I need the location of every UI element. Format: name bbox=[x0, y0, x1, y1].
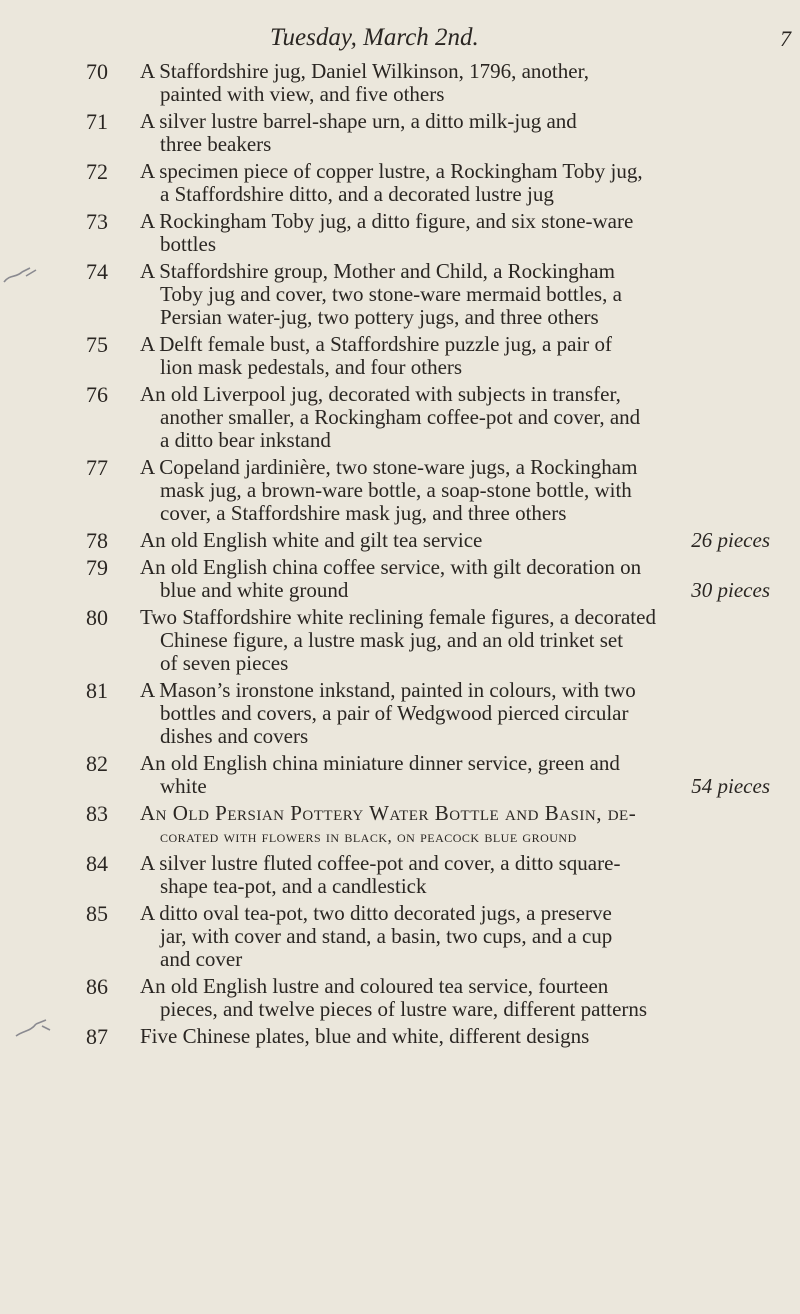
lot-number: 78 bbox=[86, 528, 108, 553]
lot-line: Toby jug and cover, two stone-ware mermaid bottles, a bbox=[160, 282, 622, 306]
lot-entry bbox=[0, 160, 800, 206]
lot-list bbox=[0, 60, 800, 1048]
lot-line: A Copeland jardinière, two stone-ware jugs, a Rockingham bbox=[140, 455, 638, 479]
lot-line: and cover bbox=[160, 947, 243, 971]
lot-line: An old Liverpool jug, decorated with subjects in transfer, bbox=[140, 382, 621, 406]
lot-line: cover, a Staffordshire mask jug, and three others bbox=[160, 501, 567, 525]
lot-line: A specimen piece of copper lustre, a Rockingham Toby jug, bbox=[140, 159, 643, 183]
lot-line: lion mask pedestals, and four others bbox=[160, 355, 463, 379]
lot-line-text: blue and white ground bbox=[160, 578, 349, 602]
page-header bbox=[0, 24, 800, 54]
lot-line: pieces, and twelve pieces of lustre ware, different patterns bbox=[160, 997, 648, 1021]
lot-line: An old English china miniature dinner service, green and bbox=[140, 751, 620, 775]
lot-number: 70 bbox=[86, 59, 108, 84]
lot-number: 76 bbox=[86, 382, 108, 407]
lot-line bbox=[140, 775, 770, 798]
lot-line: A Staffordshire jug, Daniel Wilkinson, 1796, another, bbox=[140, 59, 589, 83]
lot-line: Five Chinese plates, blue and white, different designs bbox=[140, 1024, 590, 1048]
lot-quantity: 26 pieces bbox=[691, 528, 770, 552]
lot-line: jar, with cover and stand, a basin, two cups, and a cup bbox=[160, 924, 613, 948]
lot-description bbox=[140, 852, 770, 898]
lot-entry bbox=[0, 902, 800, 971]
lot-number: 87 bbox=[86, 1024, 108, 1049]
lot-description bbox=[140, 333, 770, 379]
lot-entry bbox=[0, 975, 800, 1021]
lot-line: An old English china coffee service, with gilt decoration on bbox=[140, 555, 642, 579]
lot-number: 72 bbox=[86, 159, 108, 184]
lot-line: A ditto oval tea-pot, two ditto decorated jugs, a preserve bbox=[140, 901, 612, 925]
lot-line: A Staffordshire group, Mother and Child, a Rockingham bbox=[140, 259, 615, 283]
lot-description bbox=[140, 60, 770, 106]
lot-description bbox=[140, 383, 770, 452]
lot-line: dishes and covers bbox=[160, 724, 309, 748]
lot-entry bbox=[0, 1025, 800, 1048]
lot-line: a ditto bear inkstand bbox=[160, 428, 331, 452]
lot-line: three beakers bbox=[160, 132, 272, 156]
lot-number: 82 bbox=[86, 751, 108, 776]
lot-number: 75 bbox=[86, 332, 108, 357]
lot-number: 77 bbox=[86, 455, 108, 480]
lot-line: mask jug, a brown-ware bottle, a soap-stone bottle, with bbox=[160, 478, 632, 502]
lot-entry bbox=[0, 529, 800, 552]
lot-description bbox=[140, 110, 770, 156]
lot-description bbox=[140, 802, 770, 848]
lot-entry bbox=[0, 210, 800, 256]
lot-description bbox=[140, 160, 770, 206]
lot-line: bottles and covers, a pair of Wedgwood pierced circular bbox=[160, 701, 629, 725]
lot-description bbox=[140, 902, 770, 971]
lot-line: Chinese figure, a lustre mask jug, and an old trinket set bbox=[160, 628, 624, 652]
lot-quantity: 30 pieces bbox=[691, 578, 770, 602]
lot-line: A Rockingham Toby jug, a ditto figure, and six stone-ware bbox=[140, 209, 634, 233]
lot-entry bbox=[0, 679, 800, 748]
lot-line-text: white bbox=[160, 774, 207, 798]
lot-line: a Staffordshire ditto, and a decorated lustre jug bbox=[160, 182, 554, 206]
lot-entry bbox=[0, 60, 800, 106]
lot-description bbox=[140, 456, 770, 525]
lot-line: Persian water-jug, two pottery jugs, and three others bbox=[160, 305, 599, 329]
lot-line: A Mason’s ironstone inkstand, painted in colours, with two bbox=[140, 678, 636, 702]
lot-line: painted with view, and five others bbox=[160, 82, 445, 106]
lot-line: corated with flowers in black, on peacock blue ground bbox=[160, 827, 577, 846]
lot-entry bbox=[0, 456, 800, 525]
lot-line: another smaller, a Rockingham coffee-pot and cover, and bbox=[160, 405, 641, 429]
lot-number: 71 bbox=[86, 109, 108, 134]
lot-description bbox=[140, 606, 770, 675]
page-number: 7 bbox=[780, 26, 791, 51]
lot-entry bbox=[0, 606, 800, 675]
lot-line: A silver lustre barrel-shape urn, a ditto milk-jug and bbox=[140, 109, 577, 133]
lot-entry bbox=[0, 852, 800, 898]
lot-line: An Old Persian Pottery Water Bottle and Basin, de- bbox=[140, 801, 637, 825]
lot-description bbox=[140, 679, 770, 748]
lot-description bbox=[140, 260, 770, 329]
lot-description bbox=[140, 210, 770, 256]
lot-number: 83 bbox=[86, 801, 108, 826]
lot-entry bbox=[0, 752, 800, 798]
lot-line: of seven pieces bbox=[160, 651, 289, 675]
lot-number: 74 bbox=[86, 259, 108, 284]
lot-entry bbox=[0, 110, 800, 156]
lot-line: Two Staffordshire white reclining female figures, a decorated bbox=[140, 605, 656, 629]
lot-line-text: An old English white and gilt tea service bbox=[140, 528, 483, 552]
lot-number: 86 bbox=[86, 974, 108, 999]
lot-line: bottles bbox=[160, 232, 216, 256]
lot-description bbox=[140, 529, 770, 552]
sale-date-title: Tuesday, March 2nd. bbox=[270, 24, 479, 51]
lot-line bbox=[140, 529, 770, 552]
lot-number: 80 bbox=[86, 605, 108, 630]
lot-line: A Delft female bust, a Staffordshire puzzle jug, a pair of bbox=[140, 332, 612, 356]
lot-number: 81 bbox=[86, 678, 108, 703]
lot-number: 73 bbox=[86, 209, 108, 234]
lot-entry bbox=[0, 556, 800, 602]
lot-description bbox=[140, 975, 770, 1021]
lot-number: 85 bbox=[86, 901, 108, 926]
lot-description bbox=[140, 556, 770, 602]
lot-entry bbox=[0, 383, 800, 452]
lot-description bbox=[140, 752, 770, 798]
lot-entry bbox=[0, 802, 800, 848]
lot-quantity: 54 pieces bbox=[691, 774, 770, 798]
lot-entry bbox=[0, 260, 800, 329]
lot-line: An old English lustre and coloured tea service, fourteen bbox=[140, 974, 609, 998]
lot-line: shape tea-pot, and a candlestick bbox=[160, 874, 427, 898]
lot-line: A silver lustre fluted coffee-pot and cover, a ditto square- bbox=[140, 851, 621, 875]
lot-line bbox=[140, 579, 770, 602]
lot-number: 84 bbox=[86, 851, 108, 876]
lot-description bbox=[140, 1025, 770, 1048]
lot-number: 79 bbox=[86, 555, 108, 580]
lot-entry bbox=[0, 333, 800, 379]
